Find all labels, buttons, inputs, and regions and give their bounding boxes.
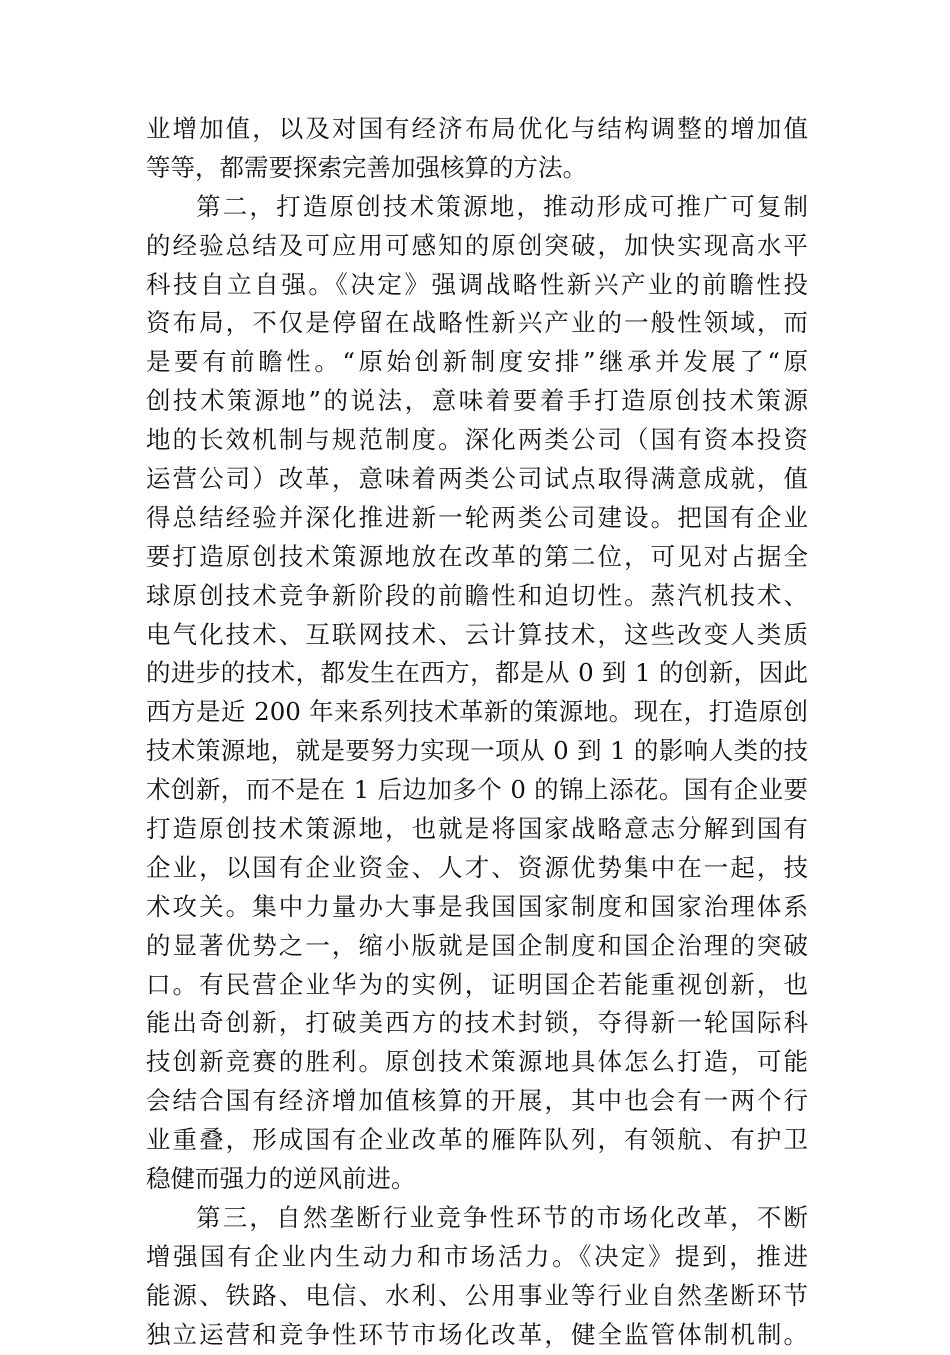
text-line: 稳健而强力的逆风前进。: [146, 1164, 416, 1194]
text-line: 地的长效机制与规范制度。深化两类公司（国有资本投资: [146, 425, 808, 455]
text-line: 电气化技术、互联网技术、云计算技术，这些改变人类质: [146, 619, 808, 649]
text-line: 能源、铁路、电信、水利、公用事业等行业自然垄断环节: [146, 1280, 808, 1310]
text-line: 科技自立自强。《决定》强调战略性新兴产业的前瞻性投: [146, 269, 808, 299]
text-line: 资布局，不仅是停留在战略性新兴产业的一般性领域，而: [146, 308, 808, 338]
text-line: 第二，打造原创技术策源地，推动形成可推广可复制: [196, 191, 808, 221]
text-line: 运营公司）改革，意味着两类公司试点取得满意成就，值: [146, 464, 808, 494]
text-line: 是要有前瞻性。“原始创新制度安排”继承并发展了“原: [146, 347, 808, 377]
text-line: 西方是近 200 年来系列技术革新的策源地。现在，打造原创: [146, 697, 808, 727]
text-line: 技术策源地，就是要努力实现一项从 0 到 1 的影响人类的技: [146, 736, 808, 766]
text-line: 术创新，而不是在 1 后边加多个 0 的锦上添花。国有企业要: [146, 775, 808, 805]
text-line: 得总结经验并深化推进新一轮两类公司建设。把国有企业: [146, 502, 808, 532]
text-line: 第三，自然垄断行业竞争性环节的市场化改革，不断: [196, 1202, 808, 1232]
text-line: 的显著优势之一，缩小版就是国企制度和国企治理的突破: [146, 930, 808, 960]
body-text: [146, 110, 808, 1355]
text-line: 要打造原创技术策源地放在改革的第二位，可见对占据全: [146, 541, 808, 571]
text-line: 技创新竞赛的胜利。原创技术策源地具体怎么打造，可能: [146, 1047, 808, 1077]
text-line: 会结合国有经济增加值核算的开展，其中也会有一两个行: [146, 1086, 808, 1116]
text-line: 的进步的技术，都发生在西方，都是从 0 到 1 的创新，因此: [146, 658, 808, 688]
text-line: 能出奇创新，打破美西方的技术封锁，夺得新一轮国际科: [146, 1008, 808, 1038]
text-line: 独立运营和竞争性环节市场化改革，健全监管体制机制。: [146, 1319, 808, 1349]
text-line: 创技术策源地”的说法，意味着要着手打造原创技术策源: [146, 386, 808, 416]
text-line: 术攻关。集中力量办大事是我国国家制度和国家治理体系: [146, 891, 808, 921]
text-line: 业增加值，以及对国有经济布局优化与结构调整的增加值: [146, 114, 808, 143]
text-line: 等等，都需要探索完善加强核算的方法。: [146, 152, 587, 182]
text-line: 增强国有企业内生动力和市场活力。《决定》提到，推进: [146, 1241, 808, 1271]
text-line: 的经验总结及可应用可感知的原创突破，加快实现高水平: [146, 230, 808, 260]
text-line: 企业，以国有企业资金、人才、资源优势集中在一起，技: [146, 852, 808, 882]
text-line: 打造原创技术策源地，也就是将国家战略意志分解到国有: [146, 814, 808, 844]
text-line: 球原创技术竞争新阶段的前瞻性和迫切性。蒸汽机技术、: [146, 580, 808, 610]
text-line: 业重叠，形成国有企业改革的雁阵队列，有领航、有护卫: [146, 1125, 808, 1155]
text-line: 口。有民营企业华为的实例，证明国企若能重视创新，也: [146, 969, 808, 999]
